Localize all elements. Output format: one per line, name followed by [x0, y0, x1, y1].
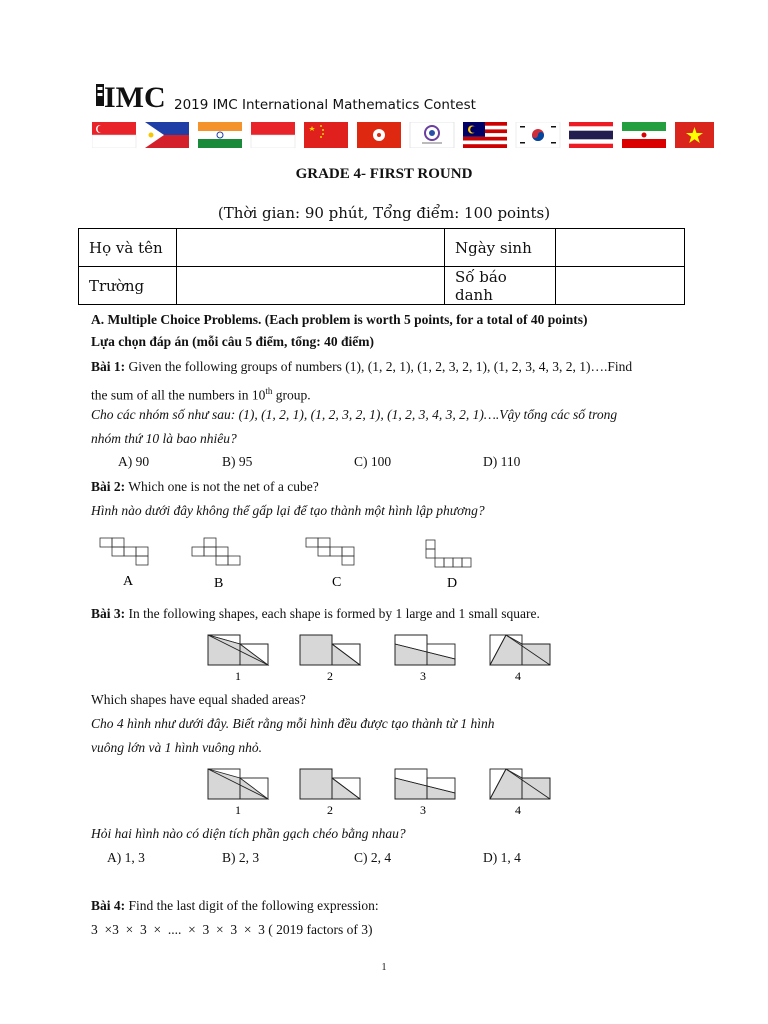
q2-text-body: Which one is not the net of a cube? — [125, 479, 319, 494]
q4-label: Bài 4: — [91, 898, 126, 913]
q1-text-line1 — [91, 358, 711, 376]
q1-option-c[interactable]: C) 100 — [354, 454, 392, 469]
page-number: 1 — [381, 962, 387, 973]
q3-vi-line2: vuông lớn và 1 hình vuông nhỏ. — [91, 740, 263, 755]
id-label: Số báo danh — [445, 267, 556, 305]
net-c — [306, 538, 354, 565]
shape-label-3-copy: 3 — [420, 803, 426, 817]
net-b — [192, 538, 240, 565]
q2-text — [91, 478, 319, 496]
q1-option-b[interactable]: B) 95 — [222, 454, 253, 469]
malaysia-flag — [463, 122, 507, 148]
net-label-a: A — [123, 574, 134, 589]
china-flag — [304, 122, 348, 148]
india-flag — [198, 122, 242, 148]
net-label-c: C — [332, 575, 342, 590]
iran-flag — [622, 122, 666, 148]
shape-3 — [395, 635, 455, 665]
shape-4 — [490, 635, 550, 665]
q1-text-c: group. — [272, 387, 311, 403]
flag-strip — [92, 122, 714, 148]
q2-vi: Hình nào dưới đây không thể gấp lại để tạo thành một hình lập phương? — [91, 503, 485, 518]
shape-label-2: 2 — [327, 669, 333, 683]
q1-vi-line1: Cho các nhóm số như sau: (1), (1, 2, 1), (1, 2, 3, 2, 1), (1, 2, 3, 4, 3, 2, 1)….Vậy tổng các số trong — [91, 407, 618, 422]
q1-option-a[interactable]: A) 90 — [118, 454, 150, 469]
q3-vi-question: Hỏi hai hình nào có diện tích phần gạch chéo bằng nhau? — [91, 826, 406, 841]
student-info-table — [78, 228, 685, 305]
shape-label-1-copy: 1 — [235, 803, 241, 817]
net-label-d: D — [447, 576, 458, 591]
q3-shapes-top — [200, 632, 560, 684]
q4-expression: 3 ×3 × 3 × .... × 3 × 3 × 3 ( 2019 factors of 3) — [91, 922, 373, 937]
shape-1-copy — [208, 769, 268, 799]
logo-text: IMC — [104, 81, 166, 110]
section-a-title: A. Multiple Choice Problems. (Each problem is worth 5 points, for a total of 40 points) — [91, 312, 588, 327]
q3-text — [91, 605, 540, 623]
q2-label: Bài 2: — [91, 479, 126, 494]
q3-option-c[interactable]: C) 2, 4 — [354, 850, 392, 865]
shape-label-3: 3 — [420, 669, 426, 683]
dob-field[interactable] — [556, 229, 685, 267]
net-label-b: B — [214, 576, 224, 591]
net-d — [426, 540, 471, 567]
dob-label: Ngày sinh — [445, 229, 556, 267]
imc-logo — [96, 80, 174, 110]
q1-option-d[interactable]: D) 110 — [483, 454, 521, 469]
q1-vi-line2: nhóm thứ 10 là bao nhiêu? — [91, 431, 237, 446]
q3-label: Bài 3: — [91, 606, 126, 621]
name-label: Họ và tên — [79, 229, 177, 267]
thailand-flag — [569, 122, 613, 148]
name-field[interactable] — [177, 229, 445, 267]
indonesia-flag — [251, 122, 295, 148]
shape-label-2-copy: 2 — [327, 803, 333, 817]
shape-4-copy — [490, 769, 550, 799]
section-a-subtitle: Lựa chọn đáp án (mỗi câu 5 điểm, tổng: 40 điểm) — [91, 334, 374, 349]
q4-text-body: Find the last digit of the following expression: — [125, 898, 379, 913]
hong-kong-flag — [357, 122, 401, 148]
id-field[interactable] — [556, 267, 685, 305]
q3-shapes-bottom — [200, 766, 560, 818]
q1-text-b: the sum of all the numbers in 10 — [91, 387, 266, 403]
shape-label-4-copy: 4 — [515, 803, 521, 817]
shape-label-4: 4 — [515, 669, 521, 683]
shape-2-copy — [300, 769, 360, 799]
philippines-flag — [145, 122, 189, 148]
korea-flag — [516, 122, 560, 148]
q4-text — [91, 897, 379, 915]
q3-option-d[interactable]: D) 1, 4 — [483, 850, 521, 865]
q3-text-body: In the following shapes, each shape is formed by 1 large and 1 small square. — [125, 606, 540, 621]
shape-3-copy — [395, 769, 455, 799]
school-field[interactable] — [177, 267, 445, 305]
q1-text-sup: th — [265, 386, 273, 396]
shape-1 — [208, 635, 268, 665]
q1-text-a: Given the following groups of numbers (1), (1, 2, 1), (1, 2, 3, 2, 1), (1, 2, 3, 4, 3, 2, 1)….Find — [125, 359, 633, 374]
chinese-taipei-flag — [410, 122, 454, 148]
contest-title: 2019 IMC International Mathematics Contest — [174, 97, 476, 113]
school-label: Trường — [79, 267, 177, 305]
q2-cube-nets — [90, 532, 490, 592]
q3-vi-line1: Cho 4 hình như dưới đây. Biết rằng mỗi hình đều được tạo thành từ 1 hình — [91, 716, 495, 731]
shape-2 — [300, 635, 360, 665]
singapore-flag — [92, 122, 136, 148]
q3-option-a[interactable]: A) 1, 3 — [107, 850, 145, 865]
vietnam-flag — [675, 122, 714, 148]
q1-text-line2 — [91, 382, 311, 405]
q1-label: Bài 1: — [91, 359, 126, 374]
q3-option-b[interactable]: B) 2, 3 — [222, 850, 260, 865]
q3-question: Which shapes have equal shaded areas? — [91, 692, 306, 707]
grade-title: GRADE 4- FIRST ROUND — [295, 166, 473, 182]
net-a — [100, 538, 148, 565]
shape-label-1: 1 — [235, 669, 241, 683]
time-info: (Thời gian: 90 phút, Tổng điểm: 100 points) — [217, 204, 551, 222]
